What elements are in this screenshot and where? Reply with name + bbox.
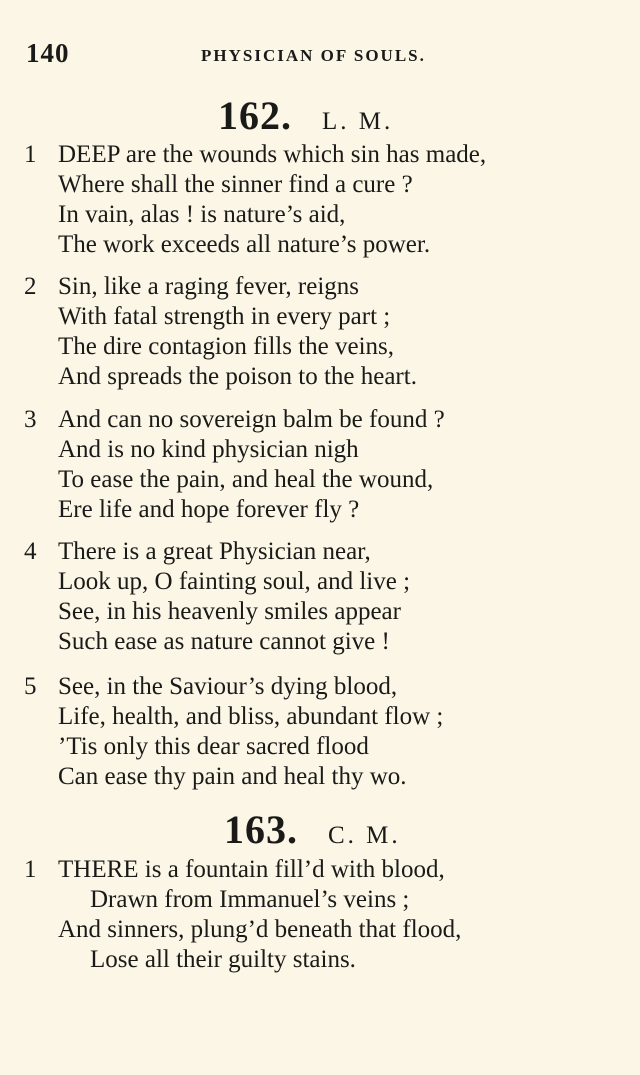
verse-line: There is a great Physician near, <box>58 538 371 565</box>
verse-line: The dire contagion fills the veins, <box>58 333 395 360</box>
hymn-meter: L. M. <box>322 108 394 135</box>
verse-line: And sinners, plung’d beneath that flood, <box>58 916 462 943</box>
verse-line: THERE is a fountain fill’d with blood, <box>58 856 445 883</box>
verse-number: 5 <box>24 673 37 700</box>
verse-line: Can ease thy pain and heal thy wo. <box>58 763 407 790</box>
verse-number: 1 <box>24 141 37 168</box>
verse-line: To ease the pain, and heal the wound, <box>58 466 434 493</box>
verse-number: 1 <box>24 856 37 883</box>
verse-line: DEEP are the wounds which sin has made, <box>58 141 487 168</box>
hymn-heading <box>218 92 393 139</box>
verse-line: Life, health, and bliss, abundant flow ; <box>58 703 444 730</box>
verse-line: Where shall the sinner find a cure ? <box>58 171 413 198</box>
verse-line: Sin, like a raging fever, reigns <box>58 273 359 300</box>
verse-line: And is no kind physician nigh <box>58 436 359 463</box>
verse-number: 3 <box>24 406 37 433</box>
verse-number: 4 <box>24 538 37 565</box>
verse-line: See, in his heavenly smiles appear <box>58 598 401 625</box>
verse-line: Look up, O fainting soul, and live ; <box>58 568 411 595</box>
verse-line: Such ease as nature cannot give ! <box>58 628 390 655</box>
verse-number: 2 <box>24 273 37 300</box>
verse-line: And spreads the poison to the heart. <box>58 363 417 390</box>
verse-line: See, in the Saviour’s dying blood, <box>58 673 398 700</box>
verse-line: In vain, alas ! is nature’s aid, <box>58 201 346 228</box>
hymn-number: 163. <box>224 807 298 852</box>
verse-line: With fatal strength in every part ; <box>58 303 391 330</box>
verse-line: Lose all their guilty stains. <box>90 946 356 973</box>
verse-line: Ere life and hope forever fly ? <box>58 496 360 523</box>
verse-line: ’Tis only this dear sacred flood <box>58 733 369 760</box>
verse-line: And can no sovereign balm be found ? <box>58 406 445 433</box>
verse-line: Drawn from Immanuel’s veins ; <box>90 886 410 913</box>
hymn-meter: C. M. <box>328 822 401 849</box>
running-title: PHYSICIAN OF SOULS. <box>201 46 426 65</box>
verse-line: The work exceeds all nature’s power. <box>58 231 431 258</box>
running-head <box>26 38 600 70</box>
hymn-number: 162. <box>218 93 292 138</box>
hymn-heading <box>224 806 401 853</box>
page-number: 140 <box>26 38 70 68</box>
